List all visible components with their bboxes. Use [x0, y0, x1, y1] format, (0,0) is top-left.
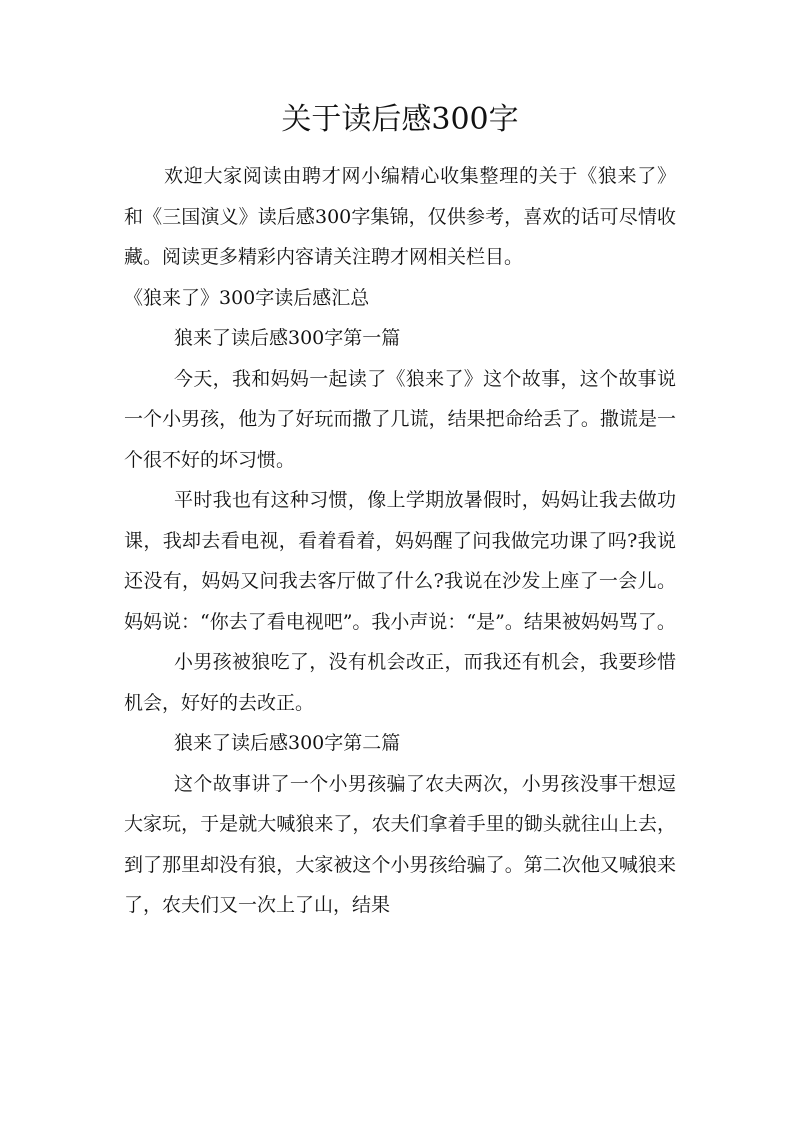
- intro-paragraph: 欢迎大家阅读由聘才网小编精心收集整理的关于《狼来了》和《三国演义》读后感300字集锦，仅供参考，喜欢的话可尽情收藏。阅读更多精彩内容请关注聘才网相关栏目。: [124, 165, 676, 268]
- body-paragraph: 小男孩被狼吃了，没有机会改正，而我还有机会，我要珍惜机会，好好的去改正。: [124, 651, 676, 714]
- body-paragraph: 平时我也有这种习惯，像上学期放暑假时，妈妈让我去做功课，我却去看电视，看着看着，妈妈醒了问我做完功课了吗?我说还没有，妈妈又问我去客厅做了什么?我说在沙发上座了一会儿。妈妈说：“你去了看电视吧”。我小声说：“是”。结果被妈妈骂了。: [124, 489, 676, 633]
- section-heading: 《狼来了》300字读后感汇总: [124, 286, 370, 309]
- subsection-heading-1: 狼来了读后感300字第一篇: [174, 327, 401, 349]
- body-paragraph: 今天，我和妈妈一起读了《狼来了》这个故事，这个故事说一个小男孩，他为了好玩而撒了几谎，结果把命给丢了。撒谎是一个很不好的坏习惯。: [124, 367, 676, 471]
- page-title: 关于读后感300字: [281, 102, 519, 137]
- body-paragraph: 这个故事讲了一个小男孩骗了农夫两次，小男孩没事干想逗大家玩，于是就大喊狼来了，农夫们拿着手里的锄头就往山上去，到了那里却没有狼，大家被这个小男孩给骗了。第二次他又喊狼来了，农夫们又一次上了山，结果: [124, 772, 676, 916]
- document-body: [124, 156, 676, 926]
- subsection-heading-2: 狼来了读后感300字第二篇: [174, 732, 401, 754]
